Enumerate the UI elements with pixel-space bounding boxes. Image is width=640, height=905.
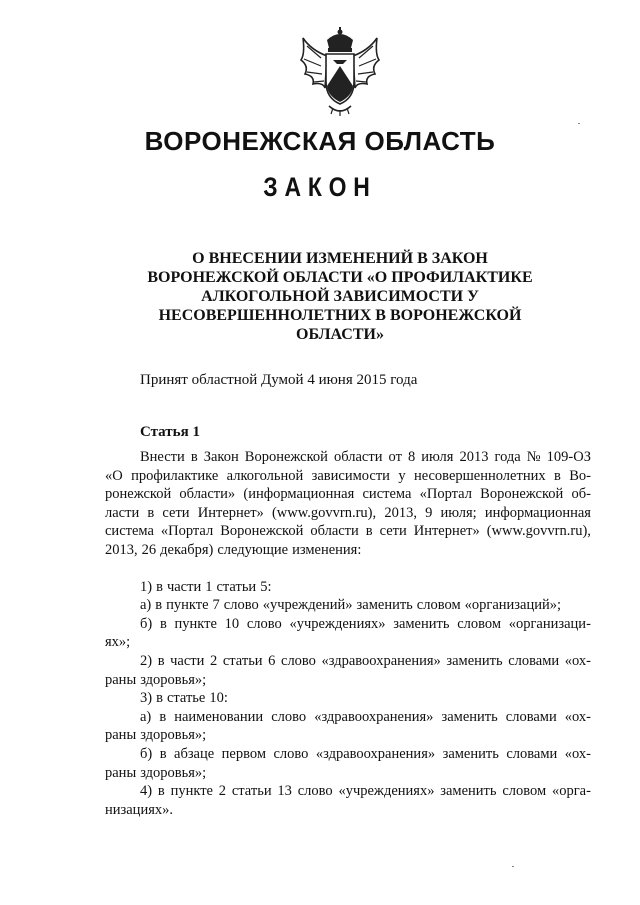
article-line: раны здоровья»; bbox=[105, 671, 207, 688]
article-line: низациях». bbox=[105, 801, 173, 818]
article-line: ронежской области» (информационная система «Портал Воронежской об- bbox=[105, 486, 591, 503]
title-line: О ВНЕСЕНИИ ИЗМЕНЕНИЙ В ЗАКОН bbox=[192, 250, 488, 267]
title-line: НЕСОВЕРШЕННОЛЕТНИХ В ВОРОНЕЖСКОЙ bbox=[158, 307, 522, 324]
article-line: система «Портал Воронежской области в сети Интернет» (www.govvrn.ru), bbox=[105, 523, 591, 540]
document-type: ЗАКОН bbox=[263, 172, 377, 202]
law-title bbox=[140, 249, 540, 344]
title-line: ВОРОНЕЖСКОЙ ОБЛАСТИ «О ПРОФИЛАКТИКЕ bbox=[147, 269, 533, 286]
article-heading: Статья 1 bbox=[140, 424, 200, 440]
article-line: а) в наименовании слово «здравоохранения» заменить словами «ох- bbox=[140, 708, 591, 725]
article-line: 1) в части 1 статьи 5: bbox=[140, 578, 272, 595]
scan-mark bbox=[512, 866, 514, 867]
article-line: ях»; bbox=[105, 634, 131, 651]
title-line: АЛКОГОЛЬНОЙ ЗАВИСИМОСТИ У bbox=[201, 288, 479, 305]
article-line: ласти в сети Интернет» (www.govvrn.ru), 2013, 9 июля; информационная bbox=[105, 504, 591, 521]
article-line: б) в пункте 10 слово «учреждениях» заменить словом «организаци- bbox=[140, 615, 591, 632]
article-line: 4) в пункте 2 статьи 13 слово «учреждениях» заменить словом «орга- bbox=[140, 783, 591, 800]
article-line: 3) в статье 10: bbox=[140, 690, 228, 707]
adoption-date: Принят областной Думой 4 июня 2015 года bbox=[140, 372, 418, 388]
coat-of-arms-emblem bbox=[297, 26, 383, 116]
article-line: 2013, 26 декабря) следующие изменения: bbox=[105, 542, 362, 558]
article-line: раны здоровья»; bbox=[105, 764, 207, 781]
scan-mark bbox=[578, 123, 580, 124]
article-line: раны здоровья»; bbox=[105, 727, 207, 744]
title-line: ОБЛАСТИ» bbox=[296, 326, 384, 343]
article-line: Внести в Закон Воронежской области от 8 июля 2013 года № 109-ОЗ bbox=[140, 449, 591, 465]
article-line: б) в абзаце первом слово «здравоохранения» заменить словами «ох- bbox=[140, 746, 591, 762]
article-line: «О профилактике алкогольной зависимости у несовершеннолетних в Во- bbox=[105, 467, 591, 484]
article-line: а) в пункте 7 слово «учреждений» заменить словом «организаций»; bbox=[140, 597, 561, 614]
region-name: ВОРОНЕЖСКАЯ ОБЛАСТЬ bbox=[144, 126, 496, 156]
article-line: 2) в части 2 статьи 6 слово «здравоохранения» заменить словами «ох- bbox=[140, 653, 591, 669]
